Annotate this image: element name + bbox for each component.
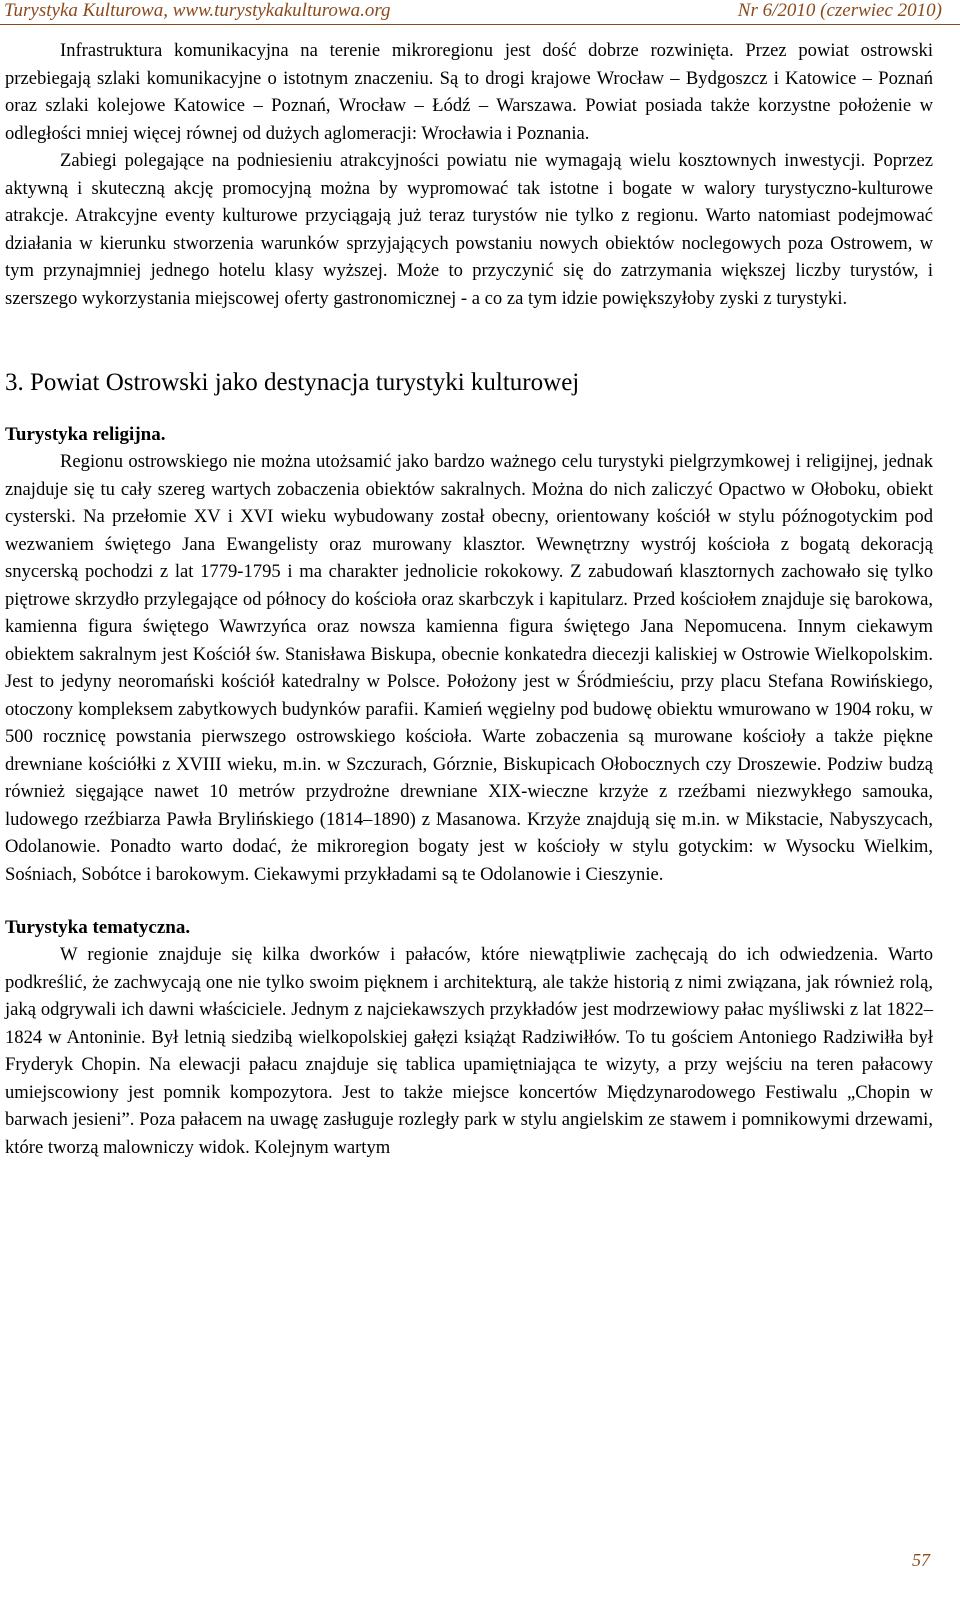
intro-paragraph: Infrastruktura komunikacyjna na terenie mikroregionu jest dość dobrze rozwinięta. Przez powiat ostrowski przebiegają szlaki komunikacyjne o istotnym znaczeniu. Są to drogi krajowe Wrocław – Bydgoszcz i Katowice – Poznań oraz szlaki kolejowe Katowice – Poznań, Wrocław – Łódź – Warszawa. Powiat posiada także korzystne położenie w odległości mniej więcej równej od dużych aglomeracji: Wrocławia i Poznania. <box>5 40 933 144</box>
page-content <box>5 37 933 1161</box>
issue-info: Nr 6/2010 (czerwiec 2010) <box>737 0 942 21</box>
thematic-tourism-heading: Turystyka tematyczna. <box>5 917 191 938</box>
page-header <box>0 0 960 25</box>
thematic-tourism-paragraph: W regionie znajduje się kilka dworków i pałaców, które niewątpliwie zachęcają do ich odwiedzenia. Warto podkreślić, że zachwycają one nie tylko swoim pięknem i architekturą, ale także historią z nimi związana, jak również rolą, jaką odgrywali ich dawni właściciele. Jednym z najciekawszych przykładów jest modrzewiowy pałac myśliwski z lat 1822–1824 w Antoninie. Był letnią siedzibą wielkopolskiej gałęzi książąt Radziwiłłów. To tu gościem Antoniego Radziwiłła był Fryderyk Chopin. Na elewacji pałacu znajduje się tablica upamiętniająca te wizyty, a przy wejściu na teren pałacowy umiejscowiony jest pomnik kompozytora. Jest to także miejsce koncertów Międzynarodowego Festiwalu „Chopin w barwach jesieni”. Poza pałacem na uwagę zasługuje rozległy park w stylu angielskim ze stawem i pomnikowymi drzewami, które tworzą malowniczy widok. Kolejnym wartym <box>5 944 933 1158</box>
religious-tourism-paragraph: Regionu ostrowskiego nie można utożsamić jako bardzo ważnego celu turystyki pielgrzymkowej i religijnej, jednak znajduje się tu cały szereg wartych zobaczenia obiektów sakralnych. Można do nich zaliczyć Opactwo w Ołoboku, obiekt cysterski. Na przełomie XV i XVI wieku wybudowany został obecny, orientowany kościół w stylu późnogotyckim pod wezwaniem świętego Jana Ewangelisty oraz murowany klasztor. Wewnętrzny wystrój kościoła z bogatą dekoracją snycerską pochodzi z lat 1779-1795 i ma charakter jednolicie rokokowy. Z zabudowań klasztornych zachowało się tylko piętrowe skrzydło przylegające od północy do kościoła oraz skarbczyk i kapitularz. Przed kościołem znajduje się barokowa, kamienna figura świętego Wawrzyńca oraz nowsza kamienna figura świętego Jana Nepomucena. Innym ciekawym obiektem sakralnym jest Kościół św. Stanisława Biskupa, obecnie konkatedra diecezji kaliskiej w Ostrowie Wielkopolskim. Jest to jedyny neoromański kościół katedralny w Polsce. Położony jest w Śródmieściu, przy placu Stefana Rowińskiego, otoczony kompleksem zabytkowych budynków parafii. Kamień węgielny pod budowę obiektu wmurowano w 1904 roku, w 500 rocznicę powstania pierwszego ostrowskiego kościoła. Warte zobaczenia są murowane kościoły a także piękne drewniane kościółki z XVIII wieku, m.in. w Szczurach, Górznie, Biskupicach Ołobocznych czy Droszewie. Podziw budzą również sięgające nawet 10 metrów przydrożne drewniane XIX-wieczne krzyże z rzeźbami niezwykłego samouka, ludowego rzeźbiarza Pawła Brylińskiego (1814–1890) z Masanowa. Krzyże znajdują się m.in. w Mikstacie, Nabyszycach, Odolanowie. Ponadto warto dodać, że mikroregion bogaty jest w kościoły w stylu gotyckim: w Wysocku Wielkim, Sośniach, Sobótce i barokowym. Ciekawymi przykładami są te Odolanowie i Cieszynie. <box>5 451 933 885</box>
investments-paragraph: Zabiegi polegające na podniesieniu atrakcyjności powiatu nie wymagają wielu kosztownych inwestycji. Poprzez aktywną i skuteczną akcję promocyjną można by wypromować tak istotne i bogate w walory turystyczno-kulturowe atrakcje. Atrakcyjne eventy kulturowe przyciągają już teraz turystów nie tylko z regionu. Warto natomiast podejmować działania w kierunku stworzenia warunków sprzyjających powstaniu nowych obiektów noclegowych poza Ostrowem, w tym przynajmniej jednego hotelu klasy wyższej. Może to przyczynić się do zatrzymania większej liczby turystów, i szerszego wykorzystania miejscowej oferty gastronomicznej - a co za tym idzie powiększyłoby zyski z turystyki. <box>5 150 933 309</box>
section-title: 3. Powiat Ostrowski jako destynacja turystyki kulturowej <box>5 369 580 396</box>
journal-title: Turystyka Kulturowa, www.turystykakulturowa.org <box>4 0 391 21</box>
page-number: 57 <box>912 1550 930 1570</box>
religious-tourism-heading: Turystyka religijna. <box>5 424 166 445</box>
